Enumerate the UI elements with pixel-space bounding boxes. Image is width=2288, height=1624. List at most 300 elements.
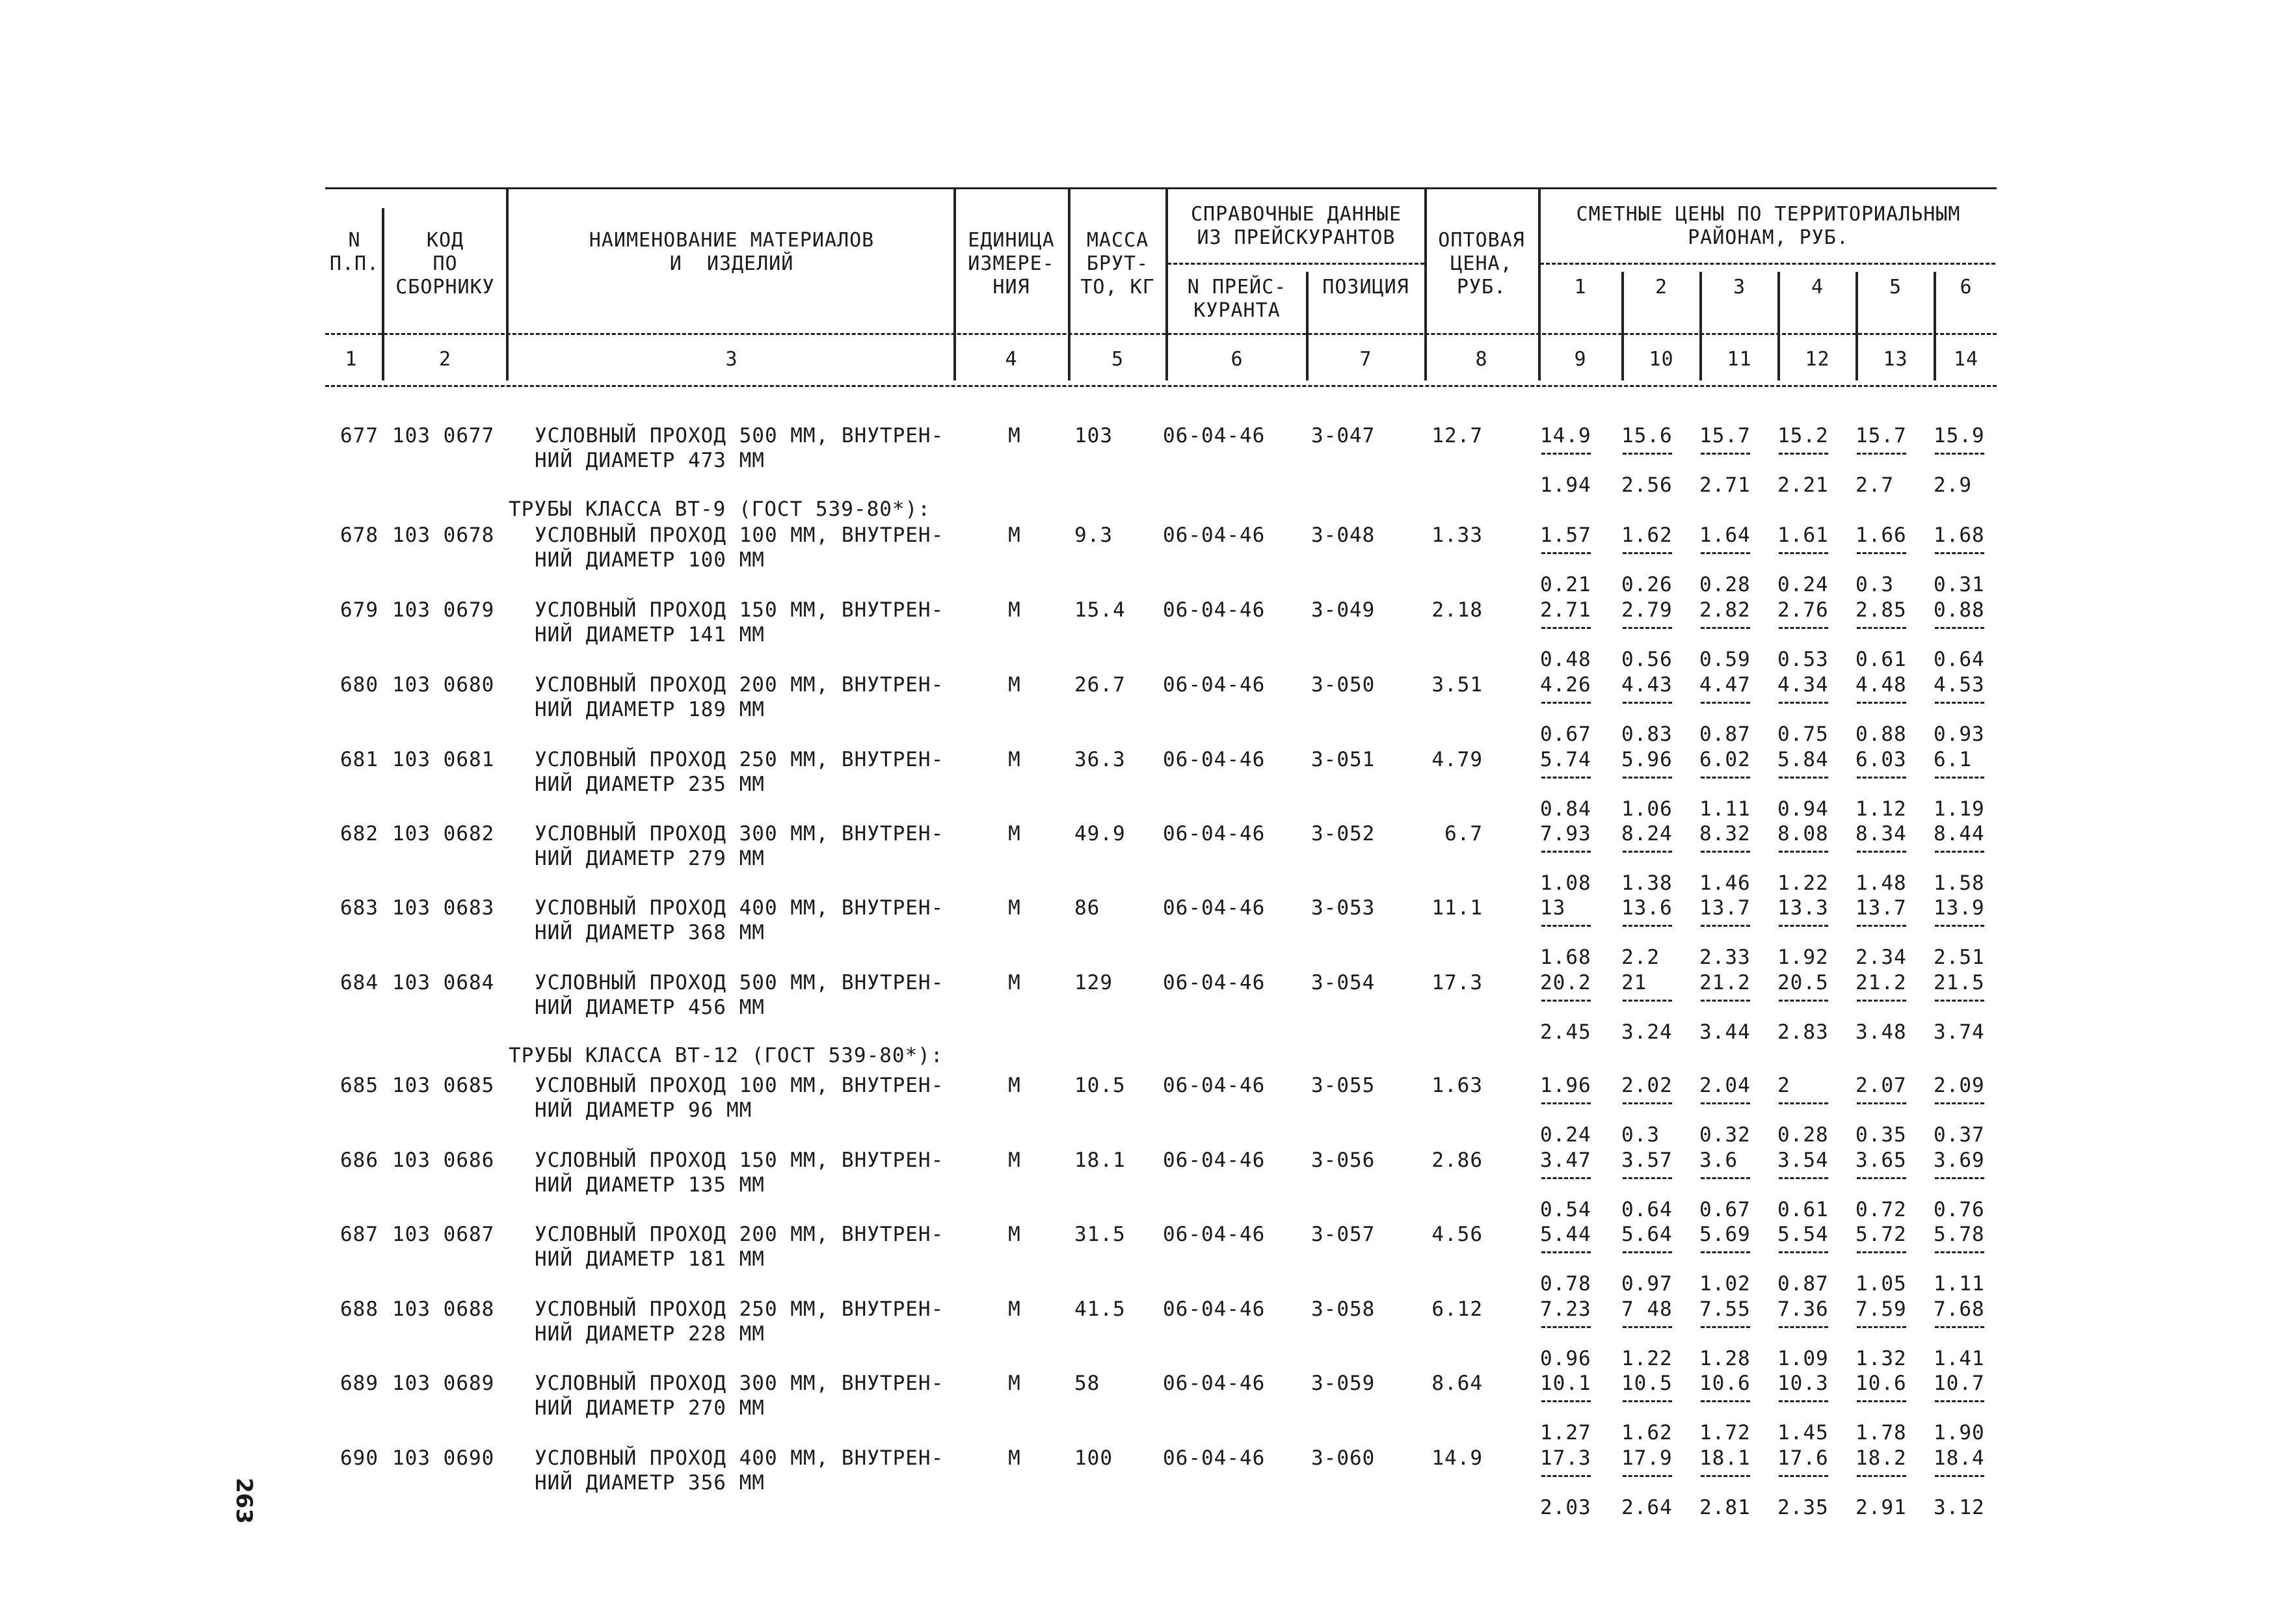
region-price-top: 4.47 [1699,673,1751,697]
region-price-top: 5.96 [1621,748,1673,771]
row-name-line-1: УСЛОВНЫЙ ПРОХОД 250 ММ, ВНУТРЕН- [535,748,944,771]
region-price-top: 3.65 [1856,1149,1907,1172]
region-price-bottom: 0.67 [1540,723,1591,746]
colnum-8: 8 [1475,348,1488,371]
row-name-line-2: НИЙ ДИАМЕТР 473 ММ [535,449,765,472]
colnum-14: 14 [1953,348,1979,371]
row-unit: М [1008,1149,1021,1172]
region-price-bottom: 0.37 [1934,1123,1985,1147]
region-price-bottom: 1.02 [1699,1272,1751,1296]
row-number: 680 [340,673,379,697]
row-code: 103 0684 [392,971,495,994]
row-wholesale-price: 1.33 [1431,524,1483,547]
region-price-top: 15.9 [1934,424,1985,447]
row-pricelist: 06-04-46 [1163,673,1266,697]
region-price-top: 3.47 [1540,1149,1591,1172]
region-price-bottom: 2.34 [1856,946,1907,969]
region-price-top: 21.5 [1934,971,1985,994]
region-price-top: 0.88 [1934,598,1985,622]
header-ref-2: ИЗ ПРЕЙСКУРАНТОВ [1197,226,1396,249]
region-2: 2 [1655,276,1668,299]
region-price-bottom: 0.56 [1621,648,1673,671]
header-code-1: КОД [426,229,464,252]
row-code: 103 0689 [392,1372,495,1395]
row-mass: 31.5 [1074,1223,1126,1246]
region-6: 6 [1960,276,1973,299]
region-price-bottom: 1.48 [1856,872,1907,895]
row-wholesale-price: 14.9 [1431,1446,1483,1470]
row-pricelist: 06-04-46 [1163,896,1266,920]
region-price-bottom: 0.88 [1856,723,1907,746]
row-wholesale-price: 4.56 [1431,1223,1483,1246]
row-pricelist: 06-04-46 [1163,1149,1266,1172]
region-price-top: 7.93 [1540,822,1591,845]
row-name-line-2: НИЙ ДИАМЕТР 279 ММ [535,847,765,870]
row-mass: 49.9 [1074,822,1126,845]
region-price-bottom: 1.08 [1540,872,1591,895]
row-pricelist: 06-04-46 [1163,424,1266,447]
region-3: 3 [1733,276,1746,299]
ref-sub-rule [1167,263,1424,265]
row-name-line-2: НИЙ ДИАМЕТР 189 ММ [535,698,765,721]
group-title-vt9: ТРУБЫ КЛАССА ВТ-9 (ГОСТ 539-80*): [509,498,931,521]
row-name-line-1: УСЛОВНЫЙ ПРОХОД 500 ММ, ВНУТРЕН- [535,424,944,447]
region-price-bottom: 0.64 [1621,1198,1673,1221]
region-price-top: 18.1 [1699,1446,1751,1470]
region-price-bottom: 3.48 [1856,1020,1907,1044]
colnum-rule [325,385,1997,387]
row-number: 677 [340,424,379,447]
header-name-1: НАИМЕНОВАНИЕ МАТЕРИАЛОВ [589,229,875,252]
region-price-top: 7.68 [1934,1298,1985,1321]
row-code: 103 0681 [392,748,495,771]
row-position: 3-048 [1311,524,1376,547]
region-price-top: 10.1 [1540,1372,1591,1395]
region-price-bottom: 0.61 [1856,648,1907,671]
region-price-bottom: 2.51 [1934,946,1985,969]
region-price-bottom: 0.61 [1777,1198,1829,1221]
row-wholesale-price: 6.7 [1444,822,1483,845]
header-unit-2: ИЗМЕРЕ- [968,252,1055,275]
row-number: 682 [340,822,379,845]
row-pricelist: 06-04-46 [1163,1074,1266,1097]
row-name-line-2: НИЙ ДИАМЕТР 141 ММ [535,623,765,646]
header-pricelist-1: N ПРЕЙС- [1187,276,1287,299]
row-code: 103 0677 [392,424,495,447]
col-sep [1165,189,1168,380]
region-price-bottom: 2.9 [1934,473,1972,497]
row-name-line-1: УСЛОВНЫЙ ПРОХОД 150 ММ, ВНУТРЕН- [535,1149,944,1172]
region-price-top: 4.43 [1621,673,1673,697]
row-name-line-2: НИЙ ДИАМЕТР 135 ММ [535,1173,765,1197]
header-unit-1: ЕДИНИЦА [968,229,1055,252]
row-unit: М [1008,822,1021,845]
region-price-top: 5.84 [1777,748,1829,771]
row-name-line-1: УСЛОВНЫЙ ПРОХОД 150 ММ, ВНУТРЕН- [535,598,944,622]
region-price-top: 7.55 [1699,1298,1751,1321]
region-price-top: 5.54 [1777,1223,1829,1246]
row-position: 3-049 [1311,598,1376,622]
row-wholesale-price: 8.64 [1431,1372,1483,1395]
row-wholesale-price: 2.18 [1431,598,1483,622]
row-name-line-2: НИЙ ДИАМЕТР 100 ММ [535,548,765,572]
row-number: 689 [340,1372,379,1395]
region-price-bottom: 0.24 [1540,1123,1591,1147]
group-title-vt12: ТРУБЫ КЛАССА ВТ-12 (ГОСТ 539-80*): [509,1044,944,1067]
region-price-top: 3.69 [1934,1149,1985,1172]
regions-sub-rule [1540,263,1995,265]
region-price-top: 7.36 [1777,1298,1829,1321]
region-price-bottom: 1.92 [1777,946,1829,969]
page-number: 263 [231,1478,257,1524]
region-price-top: 4.53 [1934,673,1985,697]
region-price-top: 3.57 [1621,1149,1673,1172]
row-position: 3-057 [1311,1223,1376,1246]
region-price-top: 4.26 [1540,673,1591,697]
region-price-top: 2 [1777,1074,1790,1097]
region-price-top: 13.9 [1934,896,1985,920]
row-position: 3-050 [1311,673,1376,697]
row-pricelist: 06-04-46 [1163,822,1266,845]
col-sep [1538,189,1541,380]
row-code: 103 0682 [392,822,495,845]
row-code: 103 0688 [392,1298,495,1321]
region-price-bottom: 2.81 [1699,1496,1751,1519]
region-price-bottom: 1.06 [1621,797,1673,821]
region-price-top: 17.9 [1621,1446,1673,1470]
header-mass-2: БРУТ- [1086,252,1149,275]
region-5: 5 [1889,276,1902,299]
col-sep [506,189,509,380]
region-price-bottom: 1.27 [1540,1421,1591,1444]
region-price-bottom: 0.54 [1540,1198,1591,1221]
region-price-bottom: 2.71 [1699,473,1751,497]
row-unit: М [1008,1074,1021,1097]
row-wholesale-price: 17.3 [1431,971,1483,994]
region-price-top: 2.04 [1699,1074,1751,1097]
region-price-top: 7.59 [1856,1298,1907,1321]
row-wholesale-price: 3.51 [1431,673,1483,697]
region-price-bottom: 2.21 [1777,473,1829,497]
row-mass: 58 [1074,1372,1100,1395]
row-wholesale-price: 2.86 [1431,1149,1483,1172]
region-price-bottom: 2.64 [1621,1496,1673,1519]
table-top-rule [325,187,1997,189]
row-unit: М [1008,748,1021,771]
header-wholesale-2: ЦЕНА, [1450,252,1513,275]
row-position: 3-052 [1311,822,1376,845]
region-price-top: 13 [1540,896,1566,920]
row-unit: М [1008,524,1021,547]
row-mass: 10.5 [1074,1074,1126,1097]
row-number: 683 [340,896,379,920]
region-price-bottom: 1.72 [1699,1421,1751,1444]
region-price-top: 4.34 [1777,673,1829,697]
row-unit: М [1008,1223,1021,1246]
region-price-bottom: 3.74 [1934,1020,1985,1044]
colnum-7: 7 [1359,348,1372,371]
region-price-bottom: 1.46 [1699,872,1751,895]
region-price-top: 15.7 [1856,424,1907,447]
region-price-top: 5.74 [1540,748,1591,771]
region-price-top: 3.54 [1777,1149,1829,1172]
region-price-bottom: 1.78 [1856,1421,1907,1444]
region-price-bottom: 1.32 [1856,1347,1907,1370]
row-code: 103 0678 [392,524,495,547]
row-name-line-1: УСЛОВНЫЙ ПРОХОД 250 ММ, ВНУТРЕН- [535,1298,944,1321]
header-mass-1: МАССА [1086,229,1149,252]
header-np-1: N [348,229,361,252]
row-number: 684 [340,971,379,994]
row-mass: 41.5 [1074,1298,1126,1321]
region-price-bottom: 0.96 [1540,1347,1591,1370]
row-wholesale-price: 1.63 [1431,1074,1483,1097]
row-name-line-1: УСЛОВНЫЙ ПРОХОД 200 ММ, ВНУТРЕН- [535,673,944,697]
row-name-line-2: НИЙ ДИАМЕТР 368 ММ [535,921,765,944]
region-price-top: 10.6 [1856,1372,1907,1395]
row-name-line-2: НИЙ ДИАМЕТР 96 ММ [535,1098,752,1122]
row-wholesale-price: 11.1 [1431,896,1483,920]
region-price-bottom: 0.21 [1540,573,1591,596]
row-position: 3-047 [1311,424,1376,447]
row-number: 679 [340,598,379,622]
row-pricelist: 06-04-46 [1163,524,1266,547]
region-price-top: 20.2 [1540,971,1591,994]
region-price-top: 13.7 [1699,896,1751,920]
region-price-bottom: 0.28 [1777,1123,1829,1147]
region-price-top: 15.7 [1699,424,1751,447]
region-price-top: 18.4 [1934,1446,1985,1470]
row-name-line-1: УСЛОВНЫЙ ПРОХОД 400 ММ, ВНУТРЕН- [535,1446,944,1470]
region-price-top: 17.3 [1540,1446,1591,1470]
region-price-top: 8.08 [1777,822,1829,845]
row-position: 3-056 [1311,1149,1376,1172]
row-name-line-1: УСЛОВНЫЙ ПРОХОД 100 ММ, ВНУТРЕН- [535,524,944,547]
region-price-top: 13.3 [1777,896,1829,920]
region-price-bottom: 1.38 [1621,872,1673,895]
region-price-bottom: 0.26 [1621,573,1673,596]
region-price-bottom: 1.68 [1540,946,1591,969]
row-name-line-1: УСЛОВНЫЙ ПРОХОД 100 ММ, ВНУТРЕН- [535,1074,944,1097]
region-price-top: 6.03 [1856,748,1907,771]
region-price-top: 15.6 [1621,424,1673,447]
region-price-bottom: 0.76 [1934,1198,1985,1221]
region-price-top: 1.66 [1856,524,1907,547]
region-price-bottom: 0.97 [1621,1272,1673,1296]
region-price-top: 1.64 [1699,524,1751,547]
region-price-top: 14.9 [1540,424,1591,447]
colnum-5: 5 [1111,348,1124,371]
region-price-bottom: 2.03 [1540,1496,1591,1519]
region-price-top: 18.2 [1856,1446,1907,1470]
row-code: 103 0690 [392,1446,495,1470]
header-wholesale-3: РУБ. [1456,276,1507,299]
region-price-bottom: 0.32 [1699,1123,1751,1147]
region-price-bottom: 0.75 [1777,723,1829,746]
region-price-top: 2.79 [1621,598,1673,622]
region-price-top: 10.5 [1621,1372,1673,1395]
colnum-11: 11 [1727,348,1752,371]
row-unit: М [1008,598,1021,622]
region-price-bottom: 0.3 [1856,573,1894,596]
colnum-12: 12 [1805,348,1830,371]
region-price-top: 10.7 [1934,1372,1985,1395]
row-mass: 26.7 [1074,673,1126,697]
region-price-bottom: 3.12 [1934,1496,1985,1519]
region-1: 1 [1574,276,1587,299]
region-price-top: 8.24 [1621,822,1673,845]
region-price-bottom: 2.2 [1621,946,1660,969]
row-position: 3-053 [1311,896,1376,920]
region-price-top: 13.7 [1856,896,1907,920]
colnum-6: 6 [1230,348,1244,371]
region-price-bottom: 1.09 [1777,1347,1829,1370]
row-pricelist: 06-04-46 [1163,971,1266,994]
region-price-top: 5.78 [1934,1223,1985,1246]
colnum-3: 3 [725,348,738,371]
region-price-bottom: 2.45 [1540,1020,1591,1044]
region-price-top: 5.64 [1621,1223,1673,1246]
region-price-top: 8.34 [1856,822,1907,845]
region-price-top: 2.09 [1934,1074,1985,1097]
region-price-bottom: 1.12 [1856,797,1907,821]
region-price-bottom: 3.24 [1621,1020,1673,1044]
region-price-top: 8.44 [1934,822,1985,845]
region-price-bottom: 0.78 [1540,1272,1591,1296]
row-name-line-2: НИЙ ДИАМЕТР 270 ММ [535,1396,765,1420]
region-price-bottom: 0.31 [1934,573,1985,596]
row-name-line-2: НИЙ ДИАМЕТР 235 ММ [535,773,765,796]
region-price-bottom: 1.11 [1699,797,1751,821]
row-number: 687 [340,1223,379,1246]
region-price-top: 10.3 [1777,1372,1829,1395]
header-pricelist-2: КУРАНТА [1193,299,1281,322]
region-price-top: 20.5 [1777,971,1829,994]
header-unit-3: НИЯ [992,276,1030,299]
row-unit: М [1008,1372,1021,1395]
region-price-top: 21 [1621,971,1647,994]
row-pricelist: 06-04-46 [1163,1372,1266,1395]
region-price-bottom: 1.19 [1934,797,1985,821]
row-pricelist: 06-04-46 [1163,598,1266,622]
region-price-bottom: 3.44 [1699,1020,1751,1044]
region-price-bottom: 0.84 [1540,797,1591,821]
region-price-bottom: 0.53 [1777,648,1829,671]
region-price-bottom: 0.93 [1934,723,1985,746]
region-price-top: 7.23 [1540,1298,1591,1321]
row-name-line-2: НИЙ ДИАМЕТР 228 ММ [535,1322,765,1346]
region-price-top: 2.07 [1856,1074,1907,1097]
region-price-bottom: 1.05 [1856,1272,1907,1296]
region-price-bottom: 1.11 [1934,1272,1985,1296]
header-np-2: П.П. [329,252,380,275]
row-mass: 129 [1074,971,1113,994]
row-mass: 15.4 [1074,598,1126,622]
region-price-bottom: 0.59 [1699,648,1751,671]
colnum-2: 2 [438,348,452,371]
header-position: ПОЗИЦИЯ [1322,276,1409,299]
row-position: 3-060 [1311,1446,1376,1470]
region-price-bottom: 0.67 [1699,1198,1751,1221]
region-4: 4 [1811,276,1824,299]
row-name-line-1: УСЛОВНЫЙ ПРОХОД 200 ММ, ВНУТРЕН- [535,1223,944,1246]
region-price-top: 10.6 [1699,1372,1751,1395]
row-pricelist: 06-04-46 [1163,1298,1266,1321]
row-name-line-1: УСЛОВНЫЙ ПРОХОД 400 ММ, ВНУТРЕН- [535,896,944,920]
region-price-bottom: 1.28 [1699,1347,1751,1370]
row-position: 3-054 [1311,971,1376,994]
region-price-top: 21.2 [1699,971,1751,994]
region-price-top: 1.62 [1621,524,1673,547]
row-pricelist: 06-04-46 [1163,748,1266,771]
region-price-bottom: 1.22 [1621,1347,1673,1370]
row-position: 3-058 [1311,1298,1376,1321]
colnum-13: 13 [1883,348,1908,371]
region-price-bottom: 0.64 [1934,648,1985,671]
row-code: 103 0679 [392,598,495,622]
region-price-bottom: 0.24 [1777,573,1829,596]
row-mass: 86 [1074,896,1100,920]
region-price-bottom: 2.91 [1856,1496,1907,1519]
region-price-bottom: 1.45 [1777,1421,1829,1444]
row-pricelist: 06-04-46 [1163,1446,1266,1470]
row-number: 685 [340,1074,379,1097]
header-ref-1: СПРАВОЧНЫЕ ДАННЫЕ [1190,203,1402,226]
header-name-2: И ИЗДЕЛИЙ [669,252,794,275]
row-wholesale-price: 4.79 [1431,748,1483,771]
row-name-line-2: НИЙ ДИАМЕТР 181 ММ [535,1247,765,1271]
region-price-top: 17.6 [1777,1446,1829,1470]
region-price-bottom: 0.28 [1699,573,1751,596]
row-unit: М [1008,896,1021,920]
region-price-bottom: 1.90 [1934,1421,1985,1444]
row-mass: 18.1 [1074,1149,1126,1172]
region-price-top: 5.69 [1699,1223,1751,1246]
region-price-top: 8.32 [1699,822,1751,845]
row-number: 690 [340,1446,379,1470]
region-price-top: 6.02 [1699,748,1751,771]
row-name-line-2: НИЙ ДИАМЕТР 356 ММ [535,1471,765,1495]
region-price-bottom: 1.58 [1934,872,1985,895]
region-price-bottom: 2.83 [1777,1020,1829,1044]
row-name-line-1: УСЛОВНЫЙ ПРОХОД 500 ММ, ВНУТРЕН- [535,971,944,994]
region-price-top: 4.48 [1856,673,1907,697]
row-mass: 36.3 [1074,748,1126,771]
row-code: 103 0687 [392,1223,495,1246]
region-price-top: 15.2 [1777,424,1829,447]
colnum-1: 1 [345,348,358,371]
row-wholesale-price: 6.12 [1431,1298,1483,1321]
header-estimated-1: СМЕТНЫЕ ЦЕНЫ ПО ТЕРРИТОРИАЛЬНЫМ [1576,203,1961,226]
header-rule [325,333,1997,335]
row-name-line-1: УСЛОВНЫЙ ПРОХОД 300 ММ, ВНУТРЕН- [535,1372,944,1395]
region-price-bottom: 2.56 [1621,473,1673,497]
region-price-bottom: 2.7 [1856,473,1894,497]
region-price-bottom: 0.3 [1621,1123,1660,1147]
region-price-bottom: 1.62 [1621,1421,1673,1444]
row-pricelist: 06-04-46 [1163,1223,1266,1246]
region-price-bottom: 1.22 [1777,872,1829,895]
header-code-3: СБОРНИКУ [395,276,495,299]
row-unit: М [1008,424,1021,447]
colnum-4: 4 [1005,348,1018,371]
region-price-bottom: 0.35 [1856,1123,1907,1147]
header-estimated-2: РАЙОНАМ, РУБ. [1688,226,1849,249]
region-price-bottom: 1.41 [1934,1347,1985,1370]
row-number: 688 [340,1298,379,1321]
row-code: 103 0680 [392,673,495,697]
row-number: 686 [340,1149,379,1172]
